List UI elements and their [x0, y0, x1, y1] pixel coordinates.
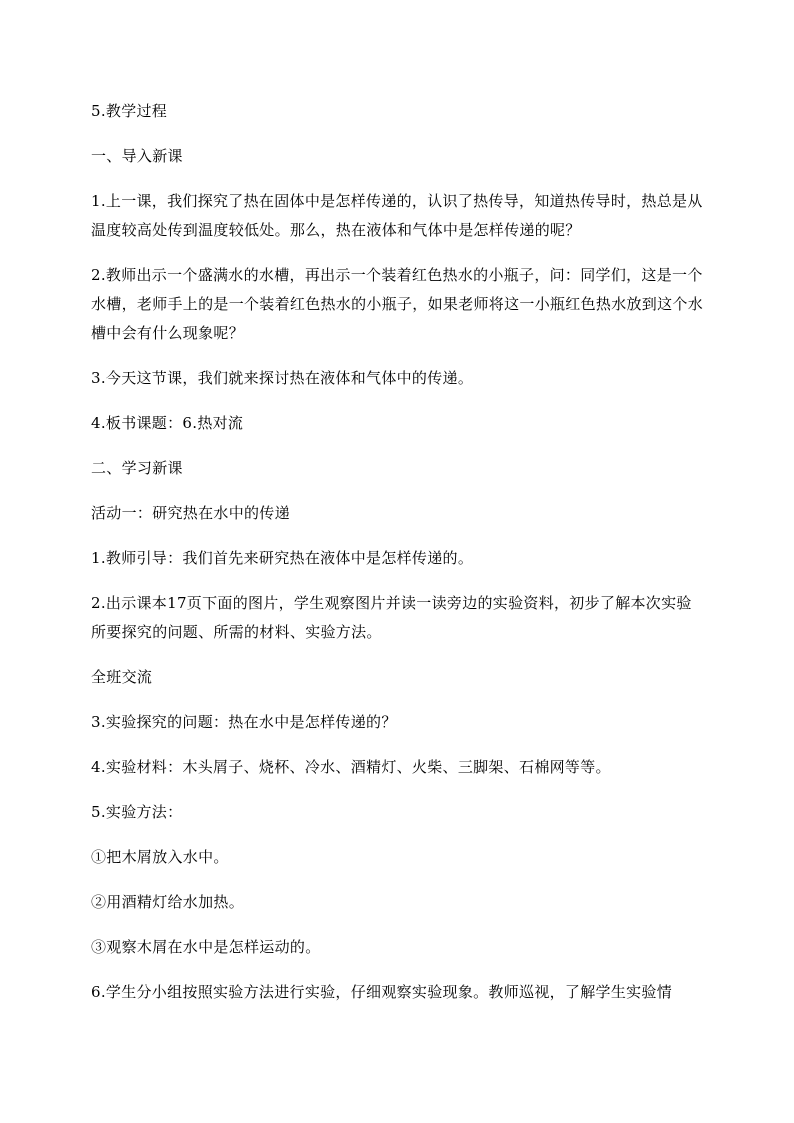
- paragraph-lesson-topic: 3.今天这节课，我们就来探讨热在液体和气体中的传递。: [91, 369, 474, 387]
- document-body: [91, 97, 706, 1023]
- paragraph-group-experiment: 6.学生分小组按照实验方法进行实验，仔细观察实验现象。教师巡视，了解学生实验情: [91, 983, 673, 1001]
- paragraph-textbook-image: 2.出示课本17页下面的图片，学生观察图片并读一读旁边的实验资料，初步了解本次实验所要探究的问题、所需的材料、实验方法。: [91, 594, 692, 641]
- section-heading-introduction: 一、导入新课: [91, 147, 183, 165]
- activity-heading: 活动一：研究热在水中的传递: [91, 504, 290, 522]
- paragraph-class-discussion: 全班交流: [91, 668, 153, 686]
- section-heading-new-lesson: 二、学习新课: [91, 459, 183, 477]
- paragraph-experiment-materials: 4.实验材料：木头屑子、烧杯、冷水、酒精灯、火柴、三脚架、石棉网等等。: [91, 758, 611, 776]
- method-step-3: ③观察木屑在水中是怎样运动的。: [91, 938, 321, 956]
- paragraph-experiment-method: 5.实验方法：: [91, 803, 183, 821]
- paragraph-experiment-question: 3.实验探究的问题：热在水中是怎样传递的？: [91, 713, 397, 731]
- method-step-1: ①把木屑放入水中。: [91, 848, 229, 866]
- paragraph-teacher-guidance: 1.教师引导：我们首先来研究热在液体中是怎样传递的。: [91, 549, 474, 567]
- method-step-2: ②用酒精灯给水加热。: [91, 893, 245, 911]
- paragraph-review: 1.上一课，我们探究了热在固体中是怎样传递的，认识了热传导，知道热传导时，热总是从温度较高处传到温度较低处。那么，热在液体和气体中是怎样传递的呢？: [91, 192, 703, 239]
- paragraph-demonstration: 2.教师出示一个盛满水的水槽，再出示一个装着红色热水的小瓶子，问：同学们，这是一个水槽，老师手上的是一个装着红色热水的小瓶子，如果老师将这一小瓶红色热水放到这个水槽中会有什么现象呢？: [91, 266, 704, 342]
- section-heading-teaching-process: 5.教学过程: [91, 102, 168, 120]
- paragraph-board-title: 4.板书课题：6.热对流: [91, 414, 244, 432]
